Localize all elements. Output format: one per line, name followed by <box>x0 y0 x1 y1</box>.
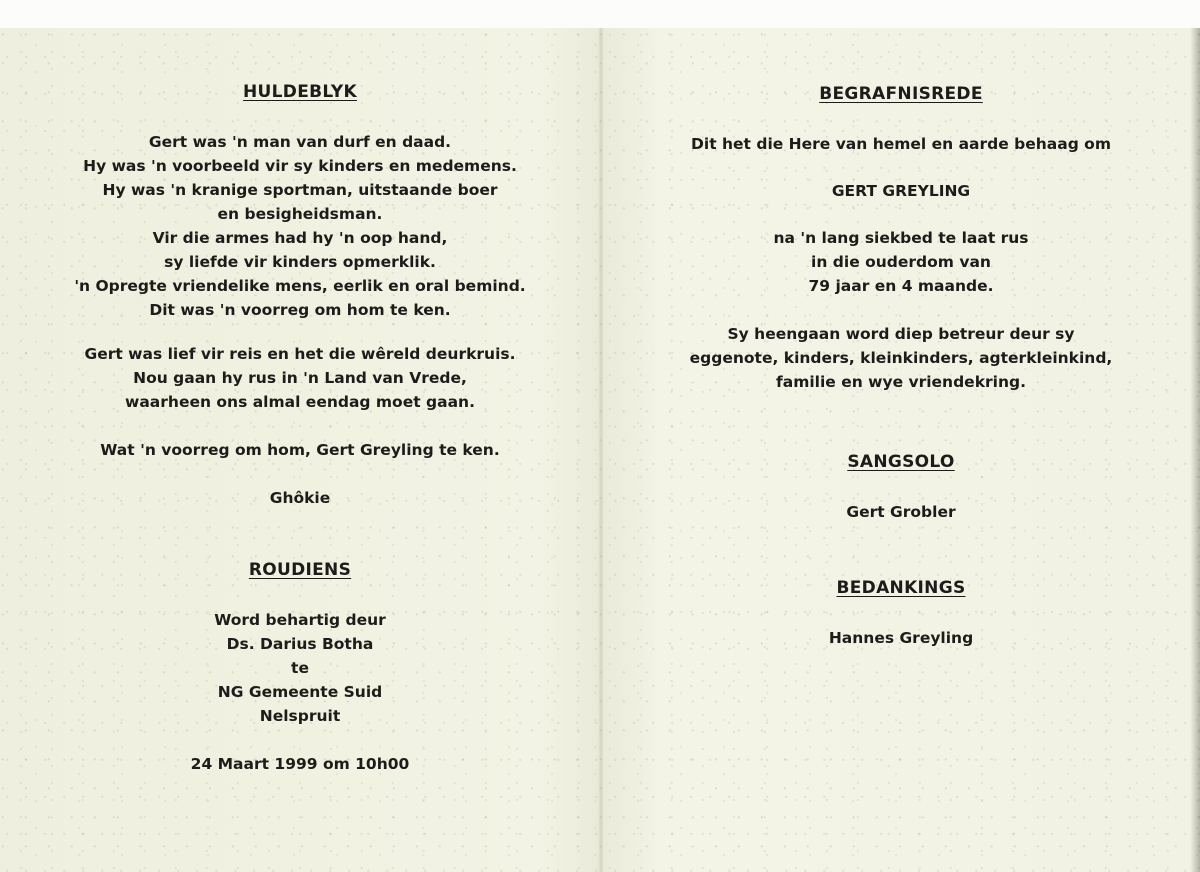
closing-line: Wat 'n voorreg om hom, Gert Greyling te ken. <box>100 441 500 459</box>
service-date: 24 Maart 1999 om 10h00 <box>190 755 410 773</box>
thanks-person: Hannes Greyling <box>828 629 974 647</box>
tribute-line: sy liefde vir kinders opmerklik. <box>164 253 436 271</box>
solo-heading: SANGSOLO <box>847 452 955 472</box>
mourning-line: Sy heengaan word diep betreur deur sy <box>727 325 1075 343</box>
tribute-line: Gert was lief vir reis en het die wêreld deurkruis. <box>84 345 516 363</box>
age-line: in die ouderdom van <box>811 253 991 271</box>
tribute-line: Hy was 'n kranige sportman, uitstaande boer <box>102 181 498 199</box>
mourning-line: familie en wye vriendekring. <box>776 373 1026 391</box>
age-line: 79 jaar en 4 maande. <box>808 277 994 295</box>
tribute-line: waarheen ons almal eendag moet gaan. <box>125 393 475 411</box>
tribute-line: Vir die armes had hy 'n oop hand, <box>152 229 448 247</box>
funeral-heading: BEGRAFNISREDE <box>819 84 983 104</box>
mourning-text <box>602 322 1200 394</box>
tribute-line: Dit was 'n voorreg om hom te ken. <box>149 301 451 319</box>
service-line: NG Gemeente Suid <box>217 683 383 701</box>
thanks-heading: BEDANKINGS <box>836 578 966 598</box>
tribute-line: 'n Opregte vriendelike mens, eerlik en oral bemind. <box>74 277 526 295</box>
service-line: Word behartig deur <box>214 611 386 629</box>
age-text <box>602 226 1200 298</box>
deceased-name: GERT GREYLING <box>831 182 971 200</box>
tribute-line: Hy was 'n voorbeeld vir sy kinders en medemens. <box>83 157 517 175</box>
service-line: Ds. Darius Botha <box>226 635 374 653</box>
tribute-line: en besigheidsman. <box>217 205 383 223</box>
signature: Ghôkie <box>269 489 331 507</box>
scan-margin <box>0 0 1200 30</box>
solo-performer: Gert Grobler <box>846 503 956 521</box>
left-page <box>0 28 600 872</box>
intro-line: Dit het die Here van hemel en aarde behaag om <box>691 135 1111 153</box>
age-line: na 'n lang siekbed te laat rus <box>773 229 1029 247</box>
service-heading: ROUDIENS <box>248 560 352 580</box>
tribute-line: Gert was 'n man van durf en daad. <box>148 133 452 151</box>
tribute-heading: HULDEBLYK <box>243 82 357 102</box>
service-line: Nelspruit <box>259 707 341 725</box>
mourning-line: eggenote, kinders, kleinkinders, agterkleinkind, <box>689 349 1113 367</box>
service-line: te <box>291 659 309 677</box>
right-page <box>602 28 1200 872</box>
tribute-line: Nou gaan hy rus in 'n Land van Vrede, <box>133 369 467 387</box>
service-details <box>0 608 600 728</box>
tribute-text <box>0 130 600 322</box>
tribute-text-2 <box>0 342 600 414</box>
